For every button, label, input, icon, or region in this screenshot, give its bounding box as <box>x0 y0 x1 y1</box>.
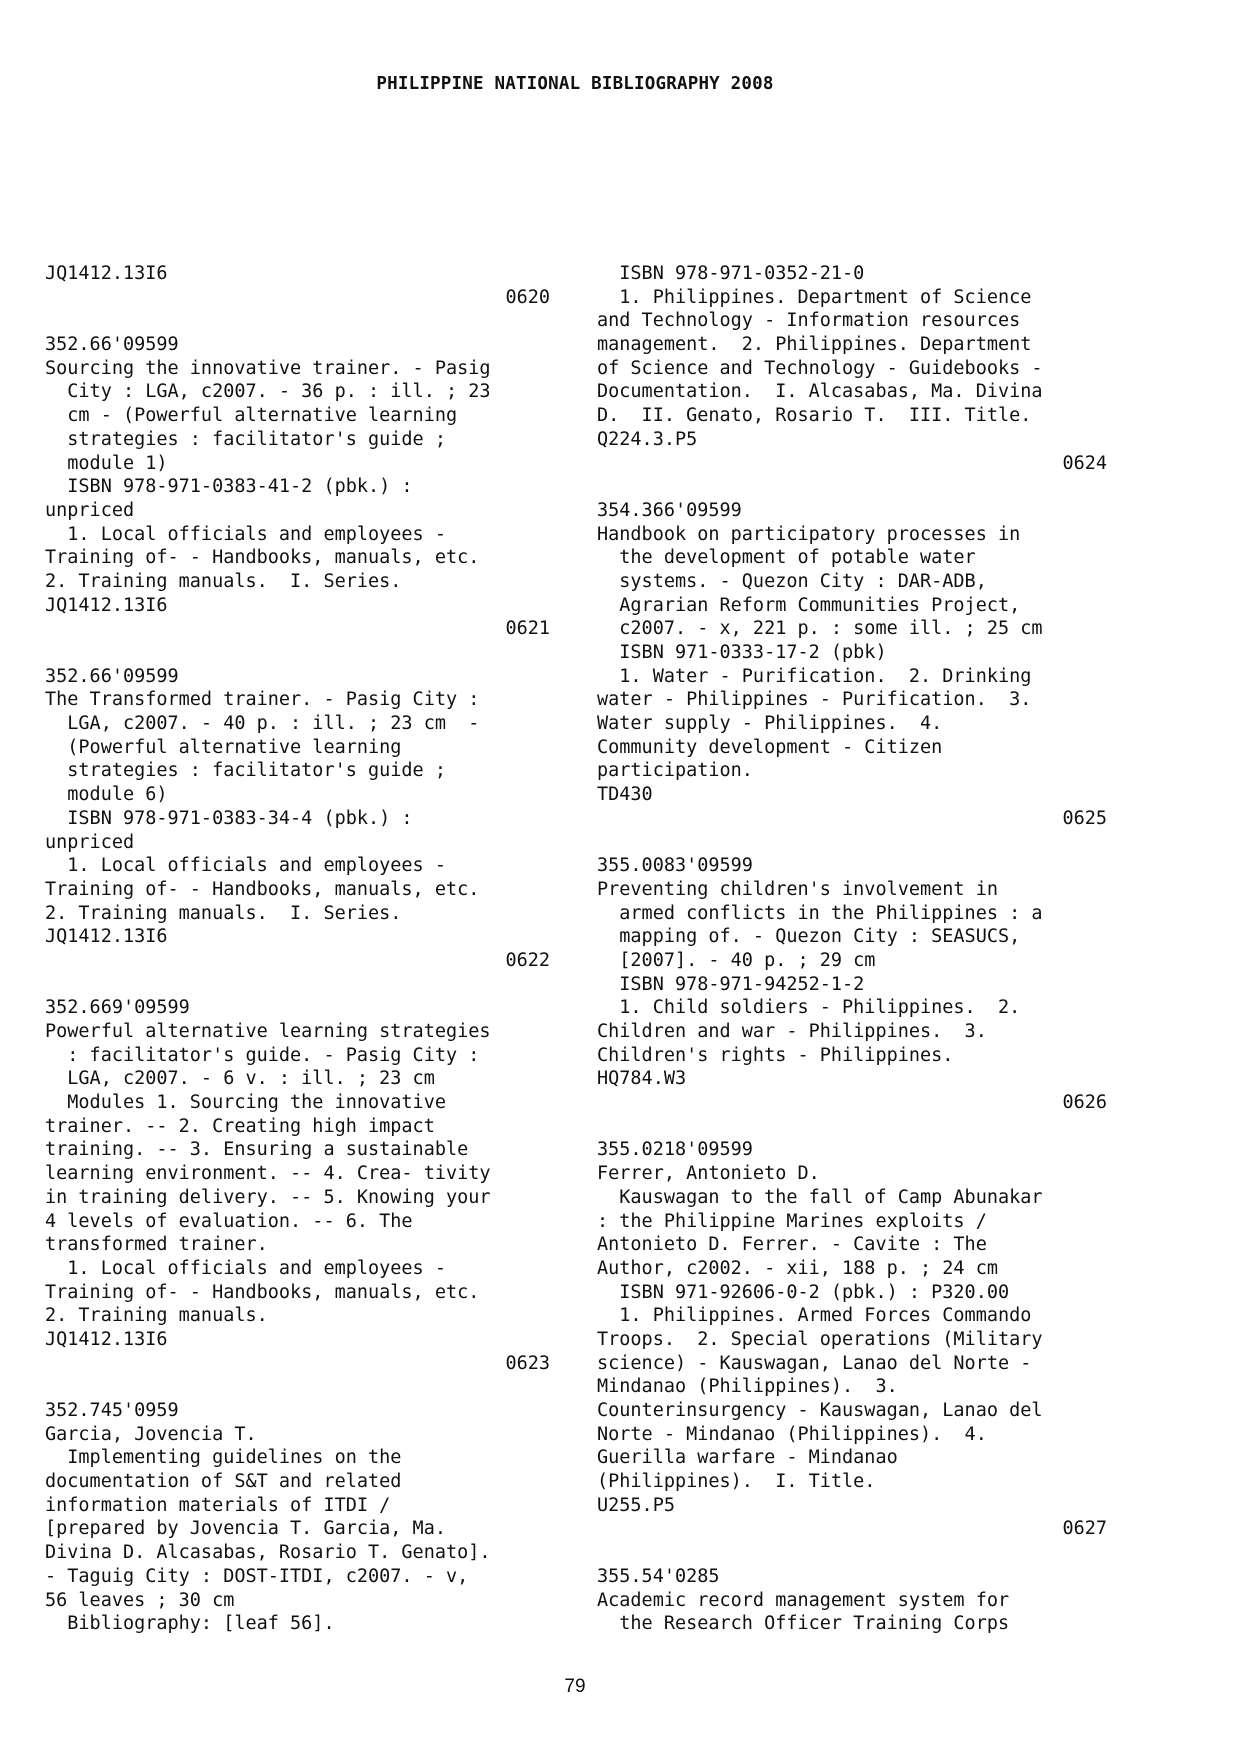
entry-line: : the Philippine Marines exploits / <box>597 1210 987 1232</box>
page-title: PHILIPPINE NATIONAL BIBLIOGRAPHY 2008 <box>376 74 774 94</box>
entry-line: the Research Officer Training Corps <box>597 1613 1010 1635</box>
entry-line: ISBN 978-971-0383-41-2 (pbk.) : <box>45 476 413 498</box>
entry-number: 0625 <box>1062 807 1107 829</box>
entry-line: 352.669'09599 <box>45 997 190 1019</box>
entry-line: 355.0083'09599 <box>597 855 753 877</box>
entry-line: of Science and Technology - Guidebooks - <box>597 357 1043 379</box>
entry-line: unpriced <box>45 499 135 521</box>
entry-line: (Powerful alternative learning <box>45 736 402 758</box>
entry-line: JQ1412.13I6 <box>45 1328 168 1350</box>
entry-line: participation. <box>597 760 753 782</box>
entry-number: 0623 <box>505 1352 550 1374</box>
entry-line: JQ1412.13I6 <box>45 926 168 948</box>
entry-number: 0626 <box>1062 1092 1107 1114</box>
entry-line: 1. Local officials and employees - <box>45 855 446 877</box>
entry-line: Training of- - Handbooks, manuals, etc. <box>45 878 480 900</box>
entry-line: Guerilla warfare - Mindanao <box>597 1447 898 1469</box>
entry-line <box>45 309 550 333</box>
entry-line: systems. - Quezon City : DAR-ADB, <box>597 570 987 592</box>
entry-line: in training delivery. -- 5. Knowing your <box>45 1186 491 1208</box>
entry-line: Training of- - Handbooks, manuals, etc. <box>45 547 480 569</box>
entry-line: trainer. -- 2. Creating high impact <box>45 1115 435 1137</box>
entry-line: Antonieto D. Ferrer. - Cavite : The <box>597 1234 987 1256</box>
entry-line: strategies : facilitator's guide ; <box>45 760 446 782</box>
entry-line: science) - Kauswagan, Lanao del Norte - <box>597 1352 1032 1374</box>
entry-line: Troops. 2. Special operations (Military <box>597 1328 1043 1350</box>
entry-line: The Transformed trainer. - Pasig City : <box>45 689 480 711</box>
entry-line: Author, c2002. - xii, 188 p. ; 24 cm <box>597 1257 998 1279</box>
entry-line: transformed trainer. <box>45 1234 268 1256</box>
entry-line: Ferrer, Antonieto D. <box>597 1163 820 1185</box>
entry-line: documentation of S&T and related <box>45 1471 402 1493</box>
entry-line: 2. Training manuals. <box>45 1305 268 1327</box>
entry-line <box>597 1541 1107 1565</box>
entry-line: Agrarian Reform Communities Project, <box>597 594 1021 616</box>
entry-line: 352.745'0959 <box>45 1400 179 1421</box>
entry-line: armed conflicts in the Philippines : a <box>597 902 1043 924</box>
entry-line: ISBN 971-92606-0-2 (pbk.) : P320.00 <box>597 1281 1010 1303</box>
entry-line: Community development - Citizen <box>597 736 943 758</box>
entry-line: D. II. Genato, Rosario T. III. Title. <box>597 405 1032 427</box>
entry-line: Handbook on participatory processes in <box>597 523 1021 545</box>
entry-line: c2007. - x, 221 p. : some ill. ; 25 cm <box>597 618 1043 640</box>
entry-line: ISBN 978-971-94252-1-2 <box>597 973 865 995</box>
entry-line: JQ1412.13I6 <box>45 263 168 284</box>
entry-line: Bibliography: [leaf 56]. <box>45 1613 335 1635</box>
entry-line: 1. Child soldiers - Philippines. 2. <box>597 997 1021 1019</box>
entry-line: training. -- 3. Ensuring a sustainable <box>45 1139 469 1161</box>
entry-line <box>45 973 550 997</box>
entry-line: 2. Training manuals. I. Series. <box>45 902 402 924</box>
entry-line: - Taguig City : DOST-ITDI, c2007. - v, <box>45 1565 469 1587</box>
entry-line: Documentation. I. Alcasabas, Ma. Divina <box>597 381 1043 403</box>
entry-line: Norte - Mindanao (Philippines). 4. <box>597 1423 987 1445</box>
entry-line: Children's rights - Philippines. <box>597 1044 954 1066</box>
entry-line: City : LGA, c2007. - 36 p. : ill. ; 23 <box>45 381 491 403</box>
entry-number: 0620 <box>505 286 550 308</box>
entry-number: 0621 <box>505 618 550 640</box>
entry-line: management. 2. Philippines. Department <box>597 334 1032 356</box>
entry-number: 0622 <box>505 949 550 971</box>
entry-line: the development of potable water <box>597 547 976 569</box>
entry-line: ISBN 971-0333-17-2 (pbk) <box>597 642 887 663</box>
entry-line: LGA, c2007. - 40 p. : ill. ; 23 cm - <box>45 713 480 735</box>
entry-line: Modules 1. Sourcing the innovative <box>45 1092 446 1114</box>
entry-line: 352.66'09599 <box>45 334 179 356</box>
entry-line: Sourcing the innovative trainer. - Pasig <box>45 357 491 379</box>
entry-line: [prepared by Jovencia T. Garcia, Ma. <box>45 1518 446 1540</box>
entry-line: Powerful alternative learning strategies <box>45 1021 491 1042</box>
entry-line: [2007]. - 40 p. ; 29 cm <box>597 949 876 971</box>
entry-line: Implementing guidelines on the <box>45 1447 402 1469</box>
entry-line: Mindanao (Philippines). 3. <box>597 1376 898 1398</box>
entry-line: mapping of. - Quezon City : SEASUCS, <box>597 926 1021 948</box>
entry-line: module 1) <box>45 452 168 474</box>
entry-line: cm - (Powerful alternative learning <box>45 405 458 427</box>
entry-line <box>597 475 1107 499</box>
entry-line: and Technology - Information resources <box>597 310 1021 332</box>
entry-line: 355.0218'09599 <box>597 1139 753 1161</box>
entry-number: 0624 <box>1062 452 1107 474</box>
entry-line: Q224.3.P5 <box>597 428 698 450</box>
right-column <box>597 262 1107 1636</box>
entry-line: (Philippines). I. Title. <box>597 1471 876 1493</box>
entry-line <box>597 831 1107 855</box>
entry-line: Counterinsurgency - Kauswagan, Lanao del <box>597 1400 1043 1421</box>
entry-line: 1. Local officials and employees - <box>45 523 446 545</box>
entry-line: 1. Philippines. Armed Forces Commando <box>597 1305 1032 1327</box>
entry-line: 352.66'09599 <box>45 665 179 687</box>
entry-line: Academic record management system for <box>597 1589 1010 1611</box>
entry-line: Preventing children's involvement in <box>597 878 998 900</box>
entry-line <box>597 1115 1107 1139</box>
entry-line <box>45 1375 550 1399</box>
entry-line: Water supply - Philippines. 4. <box>597 713 943 735</box>
entry-line: 1. Local officials and employees - <box>45 1257 446 1279</box>
entry-line: water - Philippines - Purification. 3. <box>597 689 1032 711</box>
entry-line: 56 leaves ; 30 cm <box>45 1589 235 1611</box>
entry-line: 2. Training manuals. I. Series. <box>45 570 402 592</box>
entry-line: ISBN 978-971-0383-34-4 (pbk.) : <box>45 807 413 829</box>
entry-line: 354.366'09599 <box>597 499 742 521</box>
entry-line: information materials of ITDI / <box>45 1494 391 1516</box>
entry-line: HQ784.W3 <box>597 1068 687 1090</box>
entry-line: : facilitator's guide. - Pasig City : <box>45 1044 480 1066</box>
entry-line: JQ1412.13I6 <box>45 594 168 616</box>
entry-line: U255.P5 <box>597 1494 675 1516</box>
entry-line: TD430 <box>597 784 653 806</box>
entry-line: LGA, c2007. - 6 v. : ill. ; 23 cm <box>45 1068 435 1090</box>
entry-line: Garcia, Jovencia T. <box>45 1423 257 1445</box>
entry-line: 1. Water - Purification. 2. Drinking <box>597 665 1032 687</box>
entry-line: Children and war - Philippines. 3. <box>597 1021 987 1042</box>
page-number: 79 <box>564 1676 586 1697</box>
entry-line: Training of- - Handbooks, manuals, etc. <box>45 1281 480 1303</box>
entry-line: unpriced <box>45 831 135 853</box>
entry-line <box>45 641 550 665</box>
entry-line: 355.54'0285 <box>597 1565 720 1587</box>
entry-line: 4 levels of evaluation. -- 6. The <box>45 1210 413 1232</box>
left-column <box>45 262 550 1636</box>
entry-line: Kauswagan to the fall of Camp Abunakar <box>597 1186 1043 1208</box>
entry-number: 0627 <box>1062 1518 1107 1540</box>
entry-line: strategies : facilitator's guide ; <box>45 428 446 450</box>
entry-line: ISBN 978-971-0352-21-0 <box>597 263 865 284</box>
entry-line: 1. Philippines. Department of Science <box>597 286 1032 308</box>
entry-line: learning environment. -- 4. Crea- tivity <box>45 1163 491 1185</box>
entry-line: Divina D. Alcasabas, Rosario T. Genato]. <box>45 1542 491 1564</box>
entry-line: module 6) <box>45 784 168 806</box>
